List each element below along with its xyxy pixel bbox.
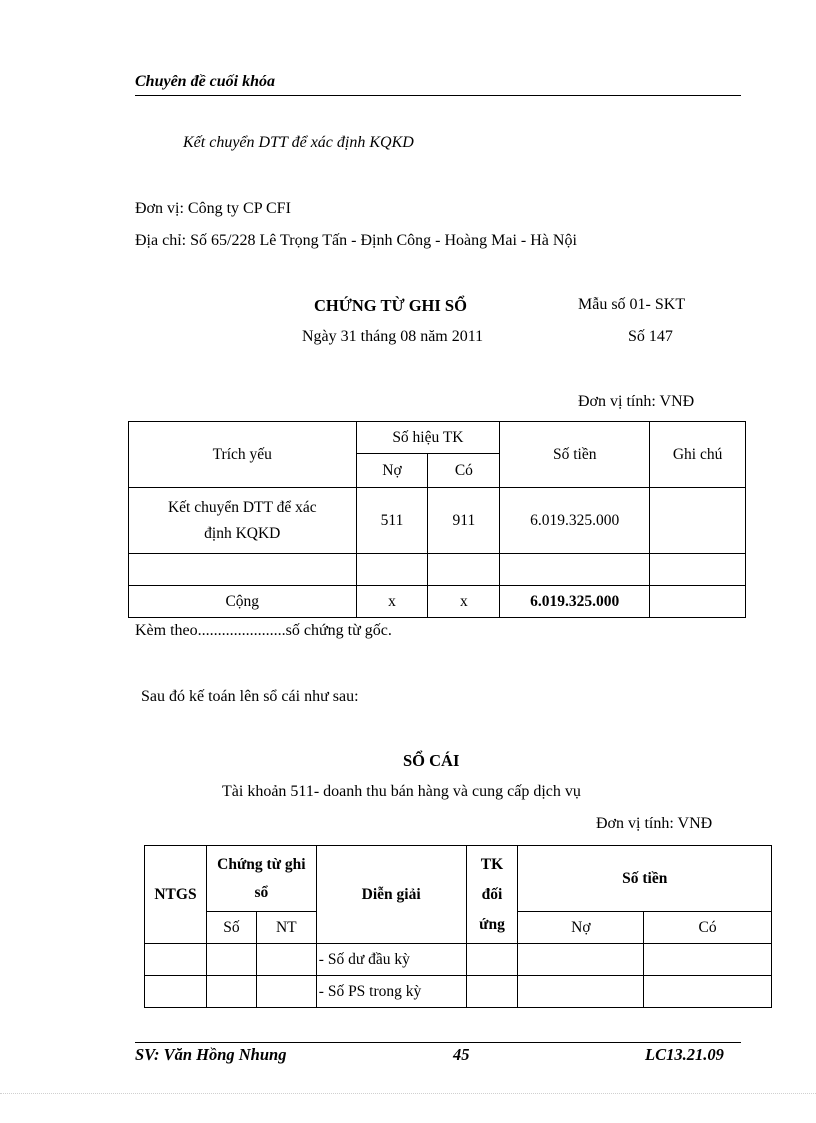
row-amount: 6.019.325.000 bbox=[500, 488, 650, 554]
total-amount: 6.019.325.000 bbox=[500, 586, 650, 618]
footer-student: SV: Văn Hồng Nhung bbox=[135, 1045, 287, 1064]
ledger-header-amount: Số tiền bbox=[518, 846, 772, 912]
total-credit: x bbox=[428, 586, 500, 618]
page-edge bbox=[0, 1093, 816, 1094]
voucher-unit: Đơn vị tính: VNĐ bbox=[578, 393, 695, 410]
attached-docs: Kèm theo......................số chứng từ gốc. bbox=[135, 622, 392, 639]
ledger-account: Tài khoản 511- doanh thu bán hàng và cung cấp dịch vụ bbox=[222, 783, 581, 800]
row-debit: 511 bbox=[356, 488, 428, 554]
total-debit: x bbox=[356, 586, 428, 618]
ledger-table bbox=[144, 845, 772, 1008]
header-account: Số hiệu TK bbox=[356, 422, 500, 454]
company-address: Địa chỉ: Số 65/228 Lê Trọng Tấn - Định Công - Hoàng Mai - Hà Nội bbox=[135, 232, 577, 249]
ledger-title: SỔ CÁI bbox=[403, 751, 460, 770]
ledger-header-tk-line2: đối bbox=[481, 885, 503, 903]
ledger-header-nt: NT bbox=[256, 912, 316, 944]
footer-page-number: 45 bbox=[453, 1045, 470, 1064]
ledger-row bbox=[145, 976, 772, 1008]
row-credit: 911 bbox=[428, 488, 500, 554]
company-unit: Đơn vị: Công ty CP CFI bbox=[135, 200, 291, 217]
header-credit: Có bbox=[428, 454, 500, 488]
table-row bbox=[129, 488, 746, 554]
row-note bbox=[650, 488, 746, 554]
ledger-header-tk bbox=[466, 846, 518, 944]
ledger-header-debit: Nợ bbox=[518, 912, 644, 944]
voucher-title: CHỨNG TỪ GHI SỔ bbox=[314, 296, 467, 315]
table-row-empty bbox=[129, 554, 746, 586]
ledger-row bbox=[145, 944, 772, 976]
header-note: Ghi chú bbox=[650, 422, 746, 488]
ledger-header-no: Số bbox=[206, 912, 256, 944]
ledger-row-desc: - Số dư đầu kỳ bbox=[316, 944, 466, 976]
section-subtitle: Kết chuyển DTT để xác định KQKD bbox=[183, 134, 414, 151]
ledger-row-desc: - Số PS trong kỳ bbox=[316, 976, 466, 1008]
header-title: Chuyên đề cuối khóa bbox=[135, 73, 276, 90]
ledger-header-voucher-line1: Chứng từ ghi bbox=[217, 855, 306, 873]
ledger-header-voucher-line2: sổ bbox=[254, 883, 269, 901]
row-summary-line1: Kết chuyển DTT để xác bbox=[167, 498, 317, 516]
ledger-header-ntgs: NTGS bbox=[145, 846, 207, 944]
footer-divider bbox=[135, 1042, 741, 1043]
header-debit: Nợ bbox=[356, 454, 428, 488]
voucher-form-no: Mẫu số 01- SKT bbox=[578, 296, 686, 313]
ledger-header-voucher bbox=[206, 846, 316, 912]
table-row-total bbox=[129, 586, 746, 618]
ledger-header-tk-line1: TK bbox=[480, 855, 504, 873]
intro-text: Sau đó kế toán lên sổ cái như sau: bbox=[141, 688, 359, 705]
ledger-header-credit: Có bbox=[644, 912, 772, 944]
voucher-table bbox=[128, 421, 746, 618]
voucher-date: Ngày 31 tháng 08 năm 2011 bbox=[302, 328, 484, 345]
footer-class: LC13.21.09 bbox=[645, 1045, 724, 1064]
header-amount: Số tiền bbox=[500, 422, 650, 488]
voucher-number: Số 147 bbox=[628, 328, 673, 345]
ledger-unit: Đơn vị tính: VNĐ bbox=[596, 815, 713, 832]
header-divider bbox=[135, 95, 741, 96]
total-label: Cộng bbox=[129, 586, 357, 618]
ledger-header-desc: Diễn giải bbox=[316, 846, 466, 944]
ledger-header-tk-line3: ứng bbox=[479, 915, 505, 933]
header-summary: Trích yếu bbox=[129, 422, 357, 488]
row-summary bbox=[129, 488, 357, 554]
row-summary-line2: định KQKD bbox=[204, 524, 281, 542]
